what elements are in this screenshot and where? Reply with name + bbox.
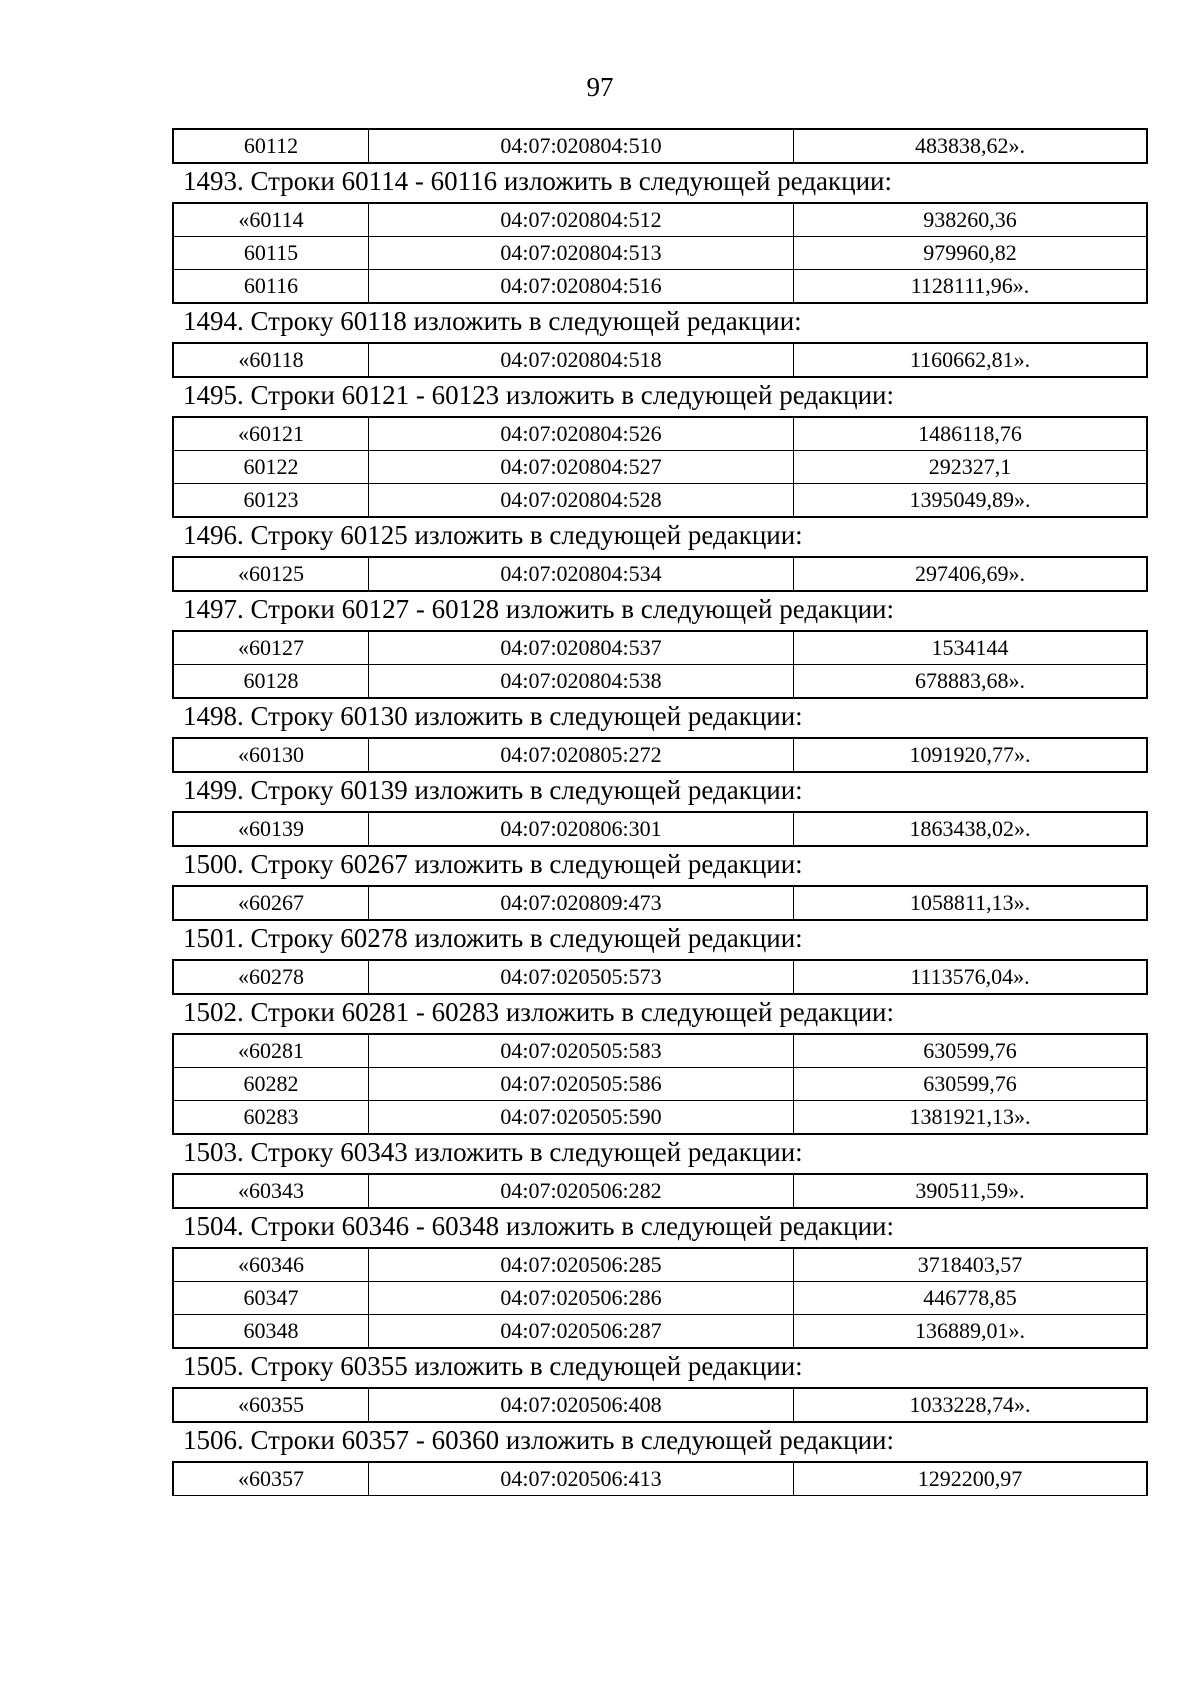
row-number-cell: «60125 (173, 557, 369, 591)
cadastral-number-cell: 04:07:020804:534 (369, 557, 794, 591)
row-number-cell: «60127 (173, 631, 369, 665)
table-row (173, 129, 1147, 163)
cadastral-number-cell: 04:07:020804:518 (369, 343, 794, 377)
data-table (172, 811, 1148, 847)
row-number-cell: «60343 (173, 1174, 369, 1208)
cadastral-number-cell: 04:07:020505:586 (369, 1068, 794, 1101)
cadastral-number-cell: 04:07:020804:538 (369, 665, 794, 699)
table-row (173, 1174, 1147, 1208)
data-table (172, 885, 1148, 921)
section-heading: 1502. Строки 60281 - 60283 изложить в следующей редакции: (183, 997, 895, 1027)
cadastral-number-cell: 04:07:020806:301 (369, 812, 794, 846)
value-cell: 1381921,13». (794, 1101, 1148, 1135)
data-table (172, 202, 1148, 304)
row-number-cell: «60281 (173, 1034, 369, 1068)
data-table (172, 959, 1148, 995)
cadastral-number-cell: 04:07:020506:408 (369, 1388, 794, 1422)
table-row (173, 484, 1147, 518)
section-heading: 1505. Строку 60355 изложить в следующей редакции: (183, 1351, 803, 1381)
data-table (172, 737, 1148, 773)
table-row (173, 1034, 1147, 1068)
value-cell: 1128111,96». (794, 270, 1148, 304)
section-heading: 1496. Строку 60125 изложить в следующей редакции: (183, 520, 803, 550)
value-cell: 1486118,76 (794, 417, 1148, 451)
value-cell: 1058811,13». (794, 886, 1148, 920)
section-heading: 1494. Строку 60118 изложить в следующей редакции: (183, 306, 802, 336)
row-number-cell: «60121 (173, 417, 369, 451)
value-cell: 3718403,57 (794, 1248, 1148, 1282)
cadastral-number-cell: 04:07:020804:528 (369, 484, 794, 518)
section-heading: 1495. Строки 60121 - 60123 изложить в следующей редакции: (183, 380, 895, 410)
value-cell: 1534144 (794, 631, 1148, 665)
value-cell: 297406,69». (794, 557, 1148, 591)
cadastral-number-cell: 04:07:020505:583 (369, 1034, 794, 1068)
cadastral-number-cell: 04:07:020506:285 (369, 1248, 794, 1282)
section-heading: 1497. Строки 60127 - 60128 изложить в следующей редакции: (183, 594, 895, 624)
table-row (173, 557, 1147, 591)
row-number-cell: «60357 (173, 1462, 369, 1496)
section-heading: 1503. Строку 60343 изложить в следующей редакции: (183, 1137, 803, 1167)
value-cell: 1395049,89». (794, 484, 1148, 518)
value-cell: 938260,36 (794, 203, 1148, 237)
cadastral-number-cell: 04:07:020804:527 (369, 451, 794, 484)
cadastral-number-cell: 04:07:020505:590 (369, 1101, 794, 1135)
value-cell: 483838,62». (794, 129, 1148, 163)
section-heading: 1504. Строки 60346 - 60348 изложить в следующей редакции: (183, 1211, 895, 1241)
table-row (173, 203, 1147, 237)
value-cell: 136889,01». (794, 1315, 1148, 1349)
value-cell: 1033228,74». (794, 1388, 1148, 1422)
cadastral-number-cell: 04:07:020805:272 (369, 738, 794, 772)
document-body (172, 128, 1142, 1496)
cadastral-number-cell: 04:07:020506:413 (369, 1462, 794, 1496)
table-row (173, 960, 1147, 994)
section-heading: 1493. Строки 60114 - 60116 изложить в следующей редакции: (183, 166, 893, 196)
row-number-cell: 60347 (173, 1282, 369, 1315)
table-row (173, 1101, 1147, 1135)
cadastral-number-cell: 04:07:020506:282 (369, 1174, 794, 1208)
data-table (172, 556, 1148, 592)
table-row (173, 451, 1147, 484)
table-row (173, 1388, 1147, 1422)
value-cell: 630599,76 (794, 1034, 1148, 1068)
page-number: 97 (586, 72, 614, 102)
row-number-cell: «60118 (173, 343, 369, 377)
data-table (172, 1461, 1148, 1496)
row-number-cell: 60283 (173, 1101, 369, 1135)
value-cell: 979960,82 (794, 237, 1148, 270)
cadastral-number-cell: 04:07:020804:526 (369, 417, 794, 451)
section-heading: 1500. Строку 60267 изложить в следующей редакции: (183, 849, 803, 879)
data-table (172, 1247, 1148, 1349)
table-row (173, 270, 1147, 304)
row-number-cell: 60282 (173, 1068, 369, 1101)
data-table (172, 1173, 1148, 1209)
value-cell: 1113576,04». (794, 960, 1148, 994)
table-row (173, 812, 1147, 846)
row-number-cell: «60278 (173, 960, 369, 994)
row-number-cell: 60122 (173, 451, 369, 484)
cadastral-number-cell: 04:07:020506:287 (369, 1315, 794, 1349)
table-row (173, 738, 1147, 772)
section-heading: 1506. Строки 60357 - 60360 изложить в следующей редакции: (183, 1425, 895, 1455)
data-table (172, 1387, 1148, 1423)
value-cell: 390511,59». (794, 1174, 1148, 1208)
table-row (173, 343, 1147, 377)
table-row (173, 665, 1147, 699)
table-row (173, 1315, 1147, 1349)
table-row (173, 417, 1147, 451)
section-heading: 1501. Строку 60278 изложить в следующей редакции: (183, 923, 803, 953)
table-row (173, 631, 1147, 665)
value-cell: 678883,68». (794, 665, 1148, 699)
row-number-cell: 60123 (173, 484, 369, 518)
value-cell: 1863438,02». (794, 812, 1148, 846)
cadastral-number-cell: 04:07:020804:512 (369, 203, 794, 237)
value-cell: 1160662,81». (794, 343, 1148, 377)
row-number-cell: 60115 (173, 237, 369, 270)
data-table (172, 630, 1148, 699)
cadastral-number-cell: 04:07:020804:513 (369, 237, 794, 270)
table-row (173, 1282, 1147, 1315)
cadastral-number-cell: 04:07:020804:516 (369, 270, 794, 304)
table-row (173, 886, 1147, 920)
value-cell: 446778,85 (794, 1282, 1148, 1315)
row-number-cell: «60139 (173, 812, 369, 846)
row-number-cell: «60346 (173, 1248, 369, 1282)
data-table (172, 416, 1148, 518)
section-heading: 1498. Строку 60130 изложить в следующей редакции: (183, 701, 803, 731)
table-row (173, 237, 1147, 270)
row-number-cell: «60130 (173, 738, 369, 772)
value-cell: 630599,76 (794, 1068, 1148, 1101)
row-number-cell: «60355 (173, 1388, 369, 1422)
value-cell: 292327,1 (794, 451, 1148, 484)
row-number-cell: 60116 (173, 270, 369, 304)
cadastral-number-cell: 04:07:020804:510 (369, 129, 794, 163)
value-cell: 1292200,97 (794, 1462, 1148, 1496)
data-table (172, 128, 1148, 164)
row-number-cell: 60348 (173, 1315, 369, 1349)
row-number-cell: «60267 (173, 886, 369, 920)
table-row (173, 1248, 1147, 1282)
table-row (173, 1068, 1147, 1101)
cadastral-number-cell: 04:07:020506:286 (369, 1282, 794, 1315)
cadastral-number-cell: 04:07:020809:473 (369, 886, 794, 920)
data-table (172, 1033, 1148, 1135)
cadastral-number-cell: 04:07:020804:537 (369, 631, 794, 665)
table-row (173, 1462, 1147, 1496)
row-number-cell: 60128 (173, 665, 369, 699)
data-table (172, 342, 1148, 378)
row-number-cell: 60112 (173, 129, 369, 163)
value-cell: 1091920,77». (794, 738, 1148, 772)
row-number-cell: «60114 (173, 203, 369, 237)
section-heading: 1499. Строку 60139 изложить в следующей редакции: (183, 775, 803, 805)
cadastral-number-cell: 04:07:020505:573 (369, 960, 794, 994)
